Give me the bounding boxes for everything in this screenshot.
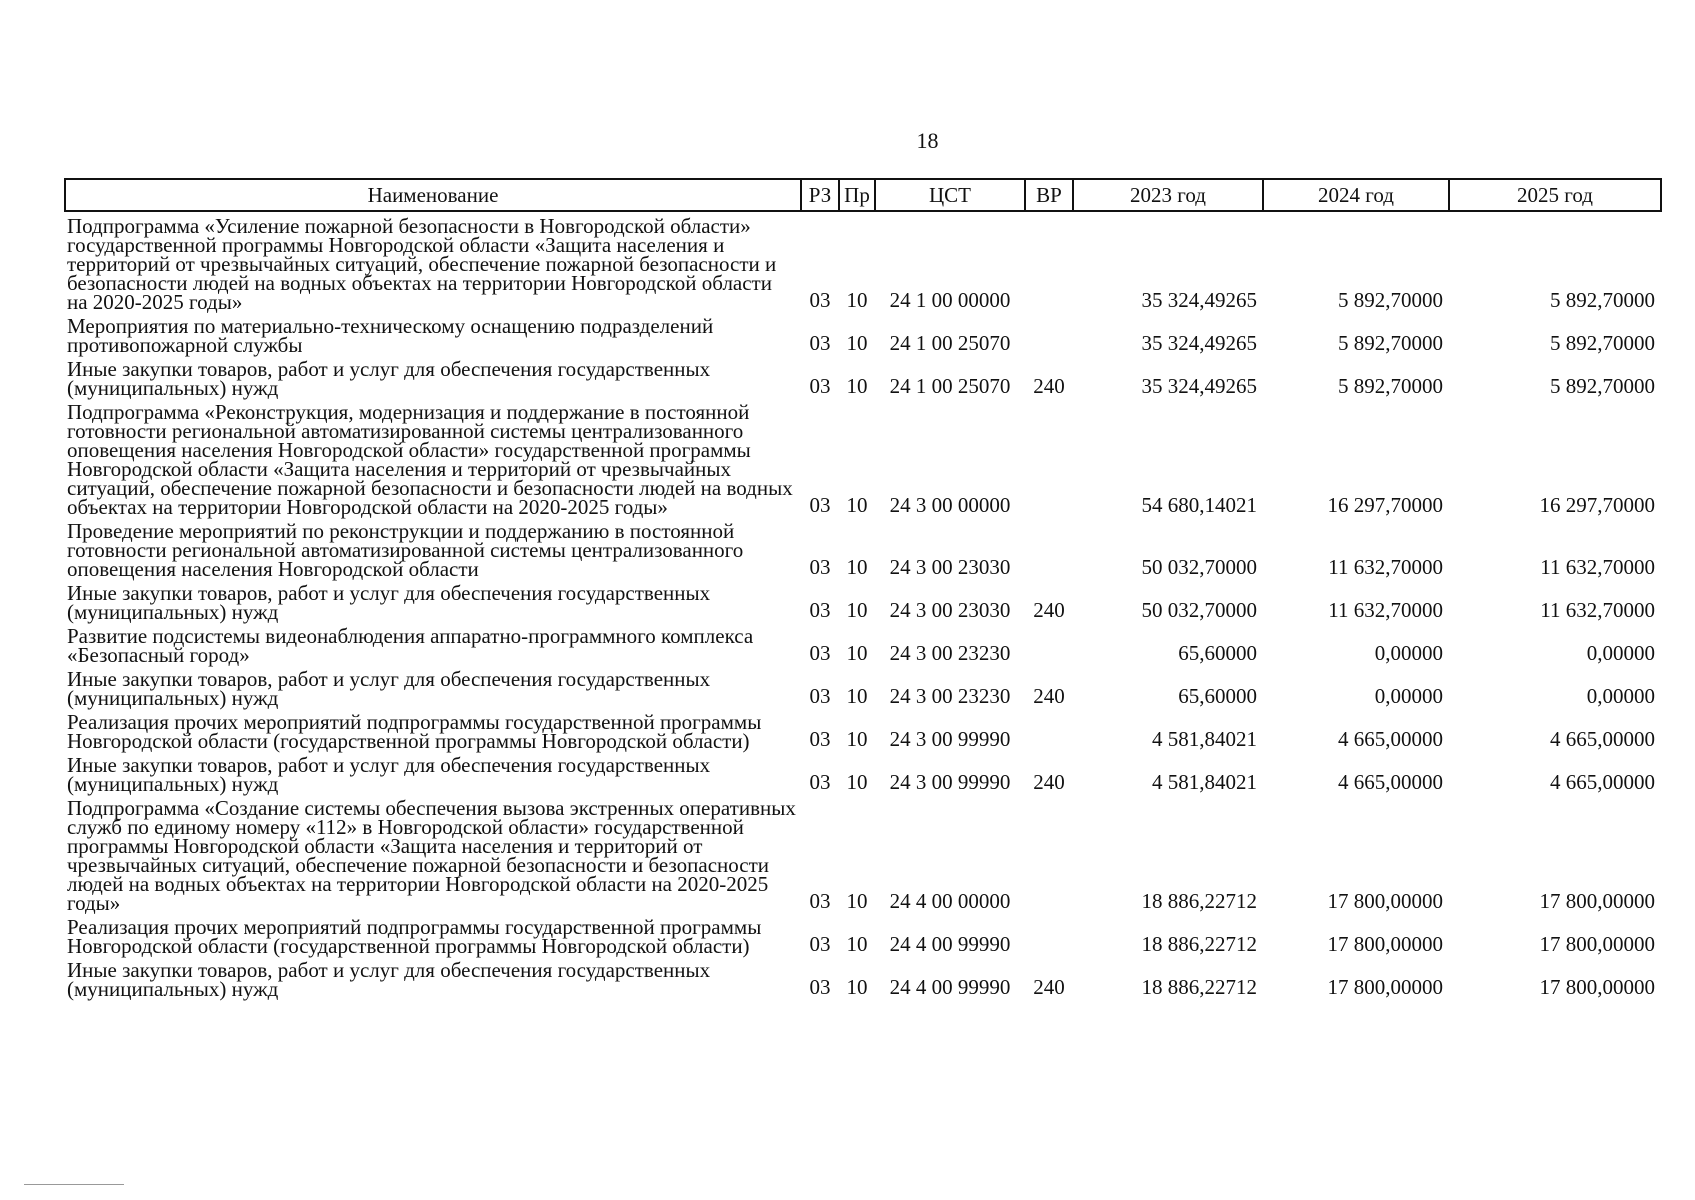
row-amount-2025: 11 632,70000	[1540, 598, 1655, 622]
row-amount-2024: 16 297,70000	[1327, 493, 1443, 517]
row-rz: 03	[809, 598, 831, 622]
row-rz: 03	[809, 684, 831, 708]
row-rz: 03	[809, 331, 831, 355]
row-rz: 03	[809, 374, 831, 398]
row-pr: 10	[846, 641, 868, 665]
row-rz: 03	[809, 889, 831, 913]
row-pr: 10	[846, 374, 868, 398]
row-vr	[1025, 794, 1073, 913]
row-cst: 24 3 00 23030	[889, 555, 1011, 579]
row-amount-2024: 4 665,00000	[1338, 727, 1443, 751]
row-amount-2025: 4 665,00000	[1550, 727, 1655, 751]
header-rz: РЗ	[801, 179, 839, 211]
row-amount-2024: 5 892,70000	[1338, 288, 1443, 312]
row-amount-2024: 0,00000	[1374, 684, 1443, 708]
row-amount-2024: 17 800,00000	[1327, 975, 1443, 999]
row-amount-2023: 50 032,70000	[1141, 555, 1257, 579]
row-rz: 03	[809, 288, 831, 312]
row-pr: 10	[846, 975, 868, 999]
row-amount-2025: 0,00000	[1586, 641, 1655, 665]
row-vr	[1025, 517, 1073, 579]
row-name: Проведение мероприятий по реконструкции и поддержанию в постоянной готовности региональной автоматизированной системы централизованного оповещения населения Новгородской области	[67, 519, 744, 581]
page-number: 18	[916, 128, 939, 153]
row-amount-2025: 5 892,70000	[1550, 288, 1655, 312]
row-amount-2024: 17 800,00000	[1327, 932, 1443, 956]
row-cst: 24 1 00 25070	[889, 331, 1011, 355]
scan-artifact-line	[24, 1184, 124, 1185]
row-vr	[1025, 708, 1073, 751]
table-row	[65, 312, 1661, 355]
row-amount-2023: 54 680,14021	[1141, 493, 1257, 517]
row-name: Мероприятия по материально-техническому оснащению подразделений противопожарной службы	[67, 314, 714, 357]
row-vr: 240	[1033, 684, 1065, 708]
row-amount-2023: 4 581,84021	[1152, 727, 1257, 751]
row-vr: 240	[1033, 598, 1065, 622]
row-name: Иные закупки товаров, работ и услуг для обеспечения государственных (муниципальных) нужд	[67, 667, 711, 710]
row-vr: 240	[1033, 975, 1065, 999]
row-cst: 24 3 00 00000	[889, 493, 1011, 517]
row-vr	[1025, 622, 1073, 665]
row-amount-2023: 35 324,49265	[1141, 331, 1257, 355]
row-vr	[1025, 211, 1073, 312]
row-amount-2023: 50 032,70000	[1141, 598, 1257, 622]
row-amount-2023: 18 886,22712	[1141, 975, 1257, 999]
row-name: Подпрограмма «Усиление пожарной безопасности в Новгородской области» государственной программы Новгородской области «Защита населения и территорий от чрезвычайных ситуаций, обеспечение пожарной безопасности и безопасности людей на водных объектах на территории Новгородской области на 2020-2025 годы»	[67, 214, 777, 314]
row-name: Подпрограмма «Реконструкция, модернизация и поддержание в постоянной готовности региональной автоматизированной системы централизованного оповещения населения Новгородской области» государственной программы Новгородской области «Защита населения и территорий от чрезвычайных ситуаций, обеспечение пожарной безопасности и безопасности людей на водных объектах на территории Новгородской области на 2020-2025 годы»	[67, 400, 793, 519]
row-pr: 10	[846, 288, 868, 312]
row-name: Иные закупки товаров, работ и услуг для обеспечения государственных (муниципальных) нужд	[67, 581, 711, 624]
row-amount-2023: 18 886,22712	[1141, 889, 1257, 913]
row-pr: 10	[846, 493, 868, 517]
table-row	[65, 355, 1661, 398]
row-pr: 10	[846, 932, 868, 956]
row-rz: 03	[809, 975, 831, 999]
table-header-row	[65, 179, 1661, 211]
row-amount-2025: 5 892,70000	[1550, 374, 1655, 398]
row-cst: 24 4 00 00000	[889, 889, 1011, 913]
row-pr: 10	[846, 889, 868, 913]
row-amount-2023: 35 324,49265	[1141, 288, 1257, 312]
table-row	[65, 622, 1661, 665]
row-rz: 03	[809, 493, 831, 517]
row-cst: 24 3 00 99990	[889, 770, 1011, 794]
row-amount-2025: 4 665,00000	[1550, 770, 1655, 794]
row-vr	[1025, 398, 1073, 517]
row-amount-2023: 35 324,49265	[1141, 374, 1257, 398]
row-amount-2025: 11 632,70000	[1540, 555, 1655, 579]
row-cst: 24 1 00 00000	[889, 288, 1011, 312]
table-row	[65, 398, 1661, 517]
table-row	[65, 913, 1661, 956]
row-amount-2025: 16 297,70000	[1539, 493, 1655, 517]
row-pr: 10	[846, 770, 868, 794]
row-cst: 24 4 00 99990	[889, 975, 1011, 999]
row-cst: 24 4 00 99990	[889, 932, 1011, 956]
header-2025: 2025 год	[1449, 179, 1661, 211]
row-vr	[1025, 312, 1073, 355]
row-rz: 03	[809, 555, 831, 579]
row-name: Подпрограмма «Создание системы обеспечения вызова экстренных оперативных служб по единому номеру «112» в Новгородской области» государственной программы Новгородской области «Защита населения и территорий от чрезвычайных ситуаций, обеспечение пожарной безопасности и безопасности людей на водных объектах на территории Новгородской области на 2020-2025 годы»	[67, 796, 796, 915]
row-rz: 03	[809, 641, 831, 665]
row-amount-2025: 17 800,00000	[1539, 932, 1655, 956]
header-2024: 2024 год	[1263, 179, 1449, 211]
table-row	[65, 794, 1661, 913]
header-pr: Пр	[839, 179, 875, 211]
table-row	[65, 517, 1661, 579]
row-amount-2023: 65,60000	[1178, 641, 1257, 665]
row-name: Иные закупки товаров, работ и услуг для обеспечения государственных (муниципальных) нужд	[67, 357, 711, 400]
row-name: Развитие подсистемы видеонаблюдения аппаратно-программного комплекса «Безопасный город»	[67, 624, 754, 667]
row-amount-2023: 4 581,84021	[1152, 770, 1257, 794]
row-rz: 03	[809, 770, 831, 794]
table-row	[65, 956, 1661, 999]
row-name: Иные закупки товаров, работ и услуг для обеспечения государственных (муниципальных) нужд	[67, 753, 711, 796]
row-pr: 10	[846, 555, 868, 579]
row-amount-2025: 17 800,00000	[1539, 975, 1655, 999]
row-vr	[1025, 913, 1073, 956]
row-pr: 10	[846, 598, 868, 622]
row-vr: 240	[1033, 374, 1065, 398]
row-amount-2024: 0,00000	[1374, 641, 1443, 665]
row-pr: 10	[846, 331, 868, 355]
table-row	[65, 579, 1661, 622]
row-amount-2024: 4 665,00000	[1338, 770, 1443, 794]
table-body	[65, 211, 1661, 999]
row-pr: 10	[846, 684, 868, 708]
row-cst: 24 1 00 25070	[889, 374, 1011, 398]
header-2023: 2023 год	[1073, 179, 1263, 211]
table-row	[65, 665, 1661, 708]
row-name: Реализация прочих мероприятий подпрограммы государственной программы Новгородской области (государственной программы Новгородской области)	[67, 915, 762, 958]
row-name: Реализация прочих мероприятий подпрограммы государственной программы Новгородской области (государственной программы Новгородской области)	[67, 710, 762, 753]
row-amount-2025: 0,00000	[1586, 684, 1655, 708]
row-amount-2024: 11 632,70000	[1328, 598, 1443, 622]
header-vr: ВР	[1025, 179, 1073, 211]
row-amount-2024: 11 632,70000	[1328, 555, 1443, 579]
row-amount-2024: 17 800,00000	[1327, 889, 1443, 913]
row-amount-2024: 5 892,70000	[1338, 331, 1443, 355]
row-cst: 24 3 00 99990	[889, 727, 1011, 751]
row-rz: 03	[809, 932, 831, 956]
row-cst: 24 3 00 23030	[889, 598, 1011, 622]
table-row	[65, 211, 1661, 312]
row-amount-2023: 65,60000	[1178, 684, 1257, 708]
header-name: Наименование	[65, 179, 801, 211]
row-name: Иные закупки товаров, работ и услуг для обеспечения государственных (муниципальных) нужд	[67, 958, 711, 1001]
row-amount-2024: 5 892,70000	[1338, 374, 1443, 398]
table-row	[65, 708, 1661, 751]
row-cst: 24 3 00 23230	[889, 641, 1011, 665]
row-amount-2025: 17 800,00000	[1539, 889, 1655, 913]
row-amount-2025: 5 892,70000	[1550, 331, 1655, 355]
row-vr: 240	[1033, 770, 1065, 794]
table-row	[65, 751, 1661, 794]
row-cst: 24 3 00 23230	[889, 684, 1011, 708]
header-cst: ЦСТ	[875, 179, 1025, 211]
row-amount-2023: 18 886,22712	[1141, 932, 1257, 956]
budget-table	[64, 178, 1662, 999]
row-rz: 03	[809, 727, 831, 751]
row-pr: 10	[846, 727, 868, 751]
